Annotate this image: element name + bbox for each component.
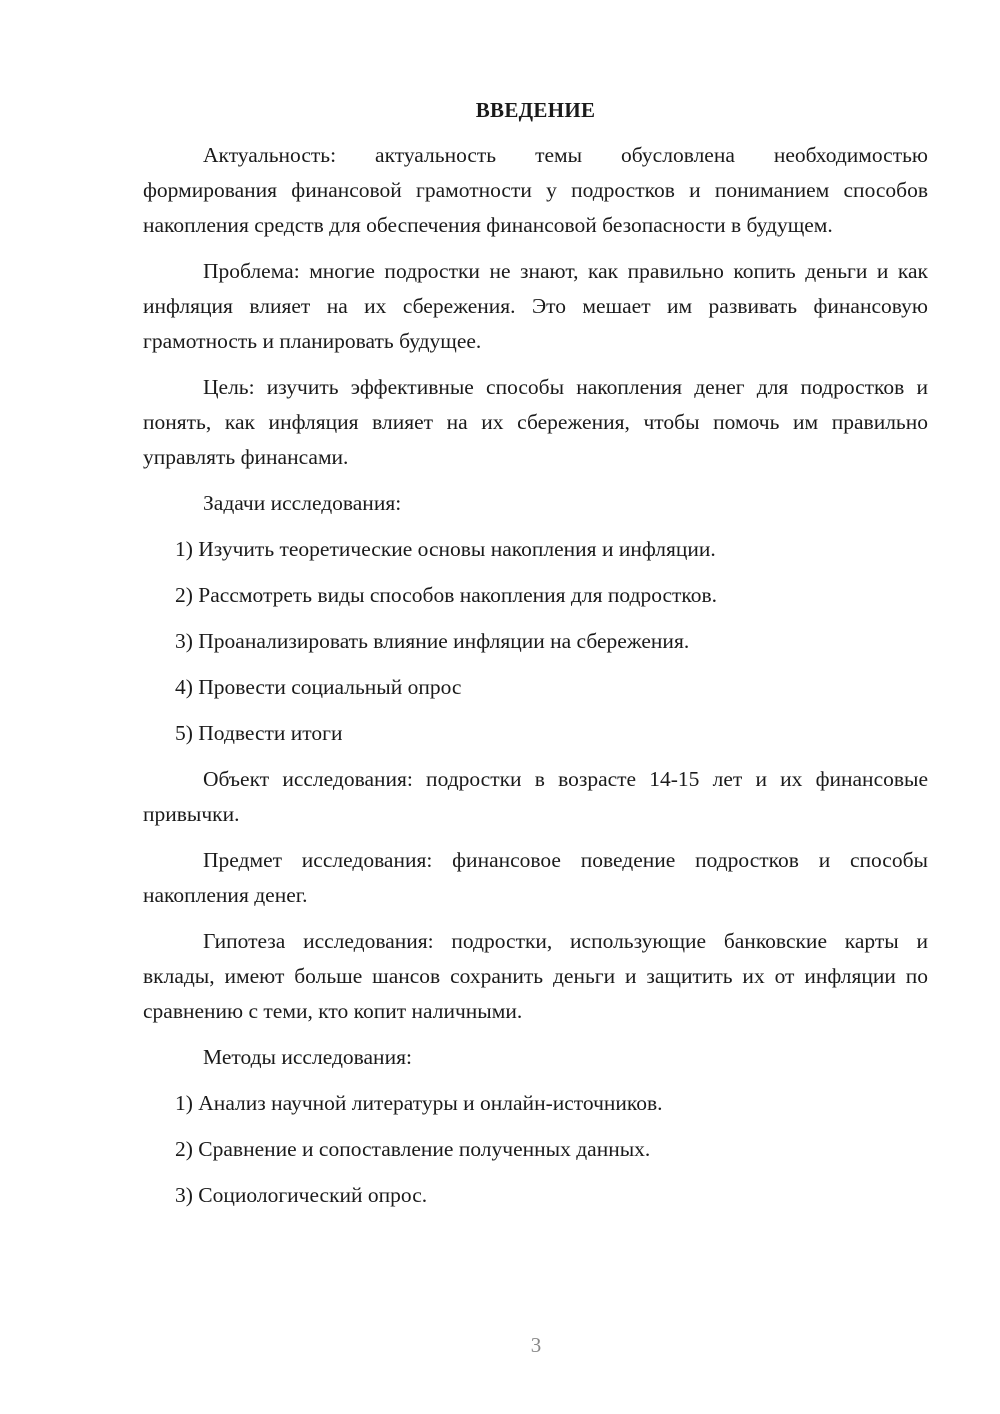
tasks-label: Задачи исследования:	[203, 491, 402, 515]
task-item: 1) Изучить теоретические основы накопления и инфляции.	[175, 537, 716, 561]
methods-label: Методы исследования:	[203, 1045, 412, 1069]
task-item: 5) Подвести итоги	[175, 721, 343, 745]
method-item: 1) Анализ научной литературы и онлайн-источников.	[175, 1091, 663, 1115]
method-item: 2) Сравнение и сопоставление полученных данных.	[175, 1137, 651, 1161]
methods-list	[143, 1086, 928, 1213]
hypothesis-paragraph: Гипотеза исследования: подростки, использующие банковские карты и вклады, имеют больше шансов сохранить деньги и защитить их от инфляции по сравнению с теми, кто копит наличными.	[143, 929, 928, 1023]
tasks-list	[143, 532, 928, 751]
document-body	[143, 93, 928, 1224]
task-item: 4) Провести социальный опрос	[175, 675, 462, 699]
object-paragraph: Объект исследования: подростки в возрасте 14-15 лет и их финансовые привычки.	[143, 767, 928, 826]
section-title: ВВЕДЕНИЕ	[475, 98, 596, 122]
problem-paragraph: Проблема: многие подростки не знают, как правильно копить деньги и как инфляция влияет на их сбережения. Это мешает им развивать финансовую грамотность и планировать будущее.	[143, 259, 928, 353]
subject-paragraph: Предмет исследования: финансовое поведение подростков и способы накопления денег.	[143, 848, 928, 907]
relevance-paragraph: Актуальность: актуальность темы обусловлена необходимостью формирования финансовой грамотности у подростков и пониманием способов накопления средств для обеспечения финансовой безопасности в будущем.	[143, 143, 928, 237]
method-item: 3) Социологический опрос.	[175, 1183, 428, 1207]
goal-paragraph: Цель: изучить эффективные способы накопления денег для подростков и понять, как инфляция влияет на их сбережения, чтобы помочь им правильно управлять финансами.	[143, 375, 928, 469]
task-item: 3) Проанализировать влияние инфляции на сбережения.	[175, 629, 690, 653]
task-item: 2) Рассмотреть виды способов накопления для подростков.	[175, 583, 718, 607]
page-number: 3	[530, 1333, 542, 1357]
